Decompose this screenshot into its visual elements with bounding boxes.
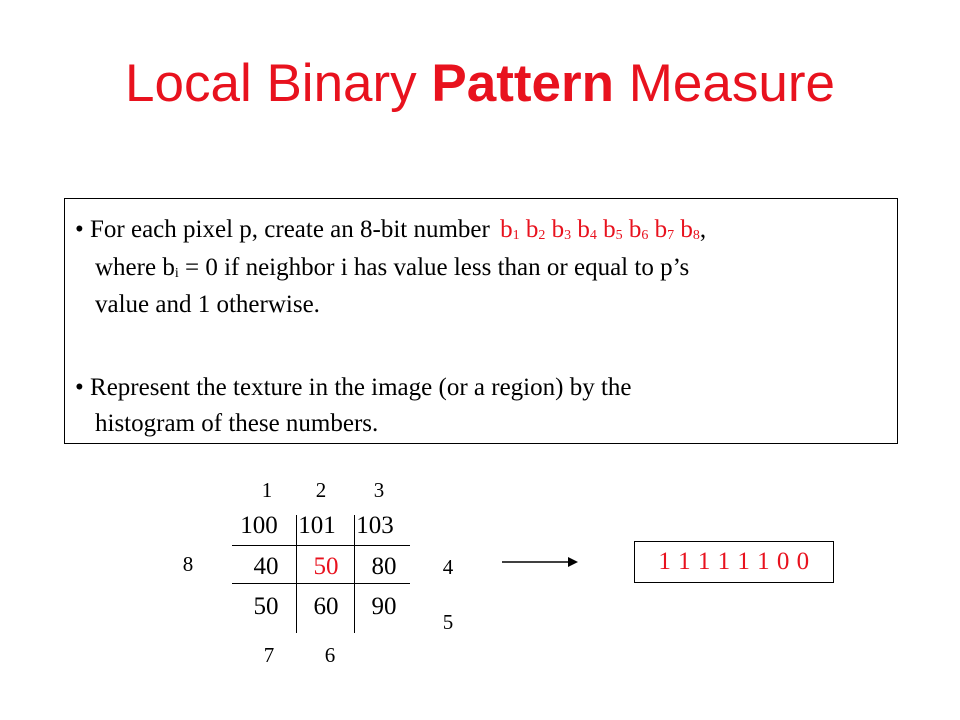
neighbor-label-7: 7 [263, 643, 275, 667]
grid-cell: 80 [371, 553, 397, 580]
bullet-1-line-2: where bi = 0 if neighbor i has value less than or equal to p’s [95, 254, 690, 281]
grid-cell: 103 [356, 512, 394, 539]
binary-result-box: 1 1 1 1 1 1 0 0 [634, 541, 834, 583]
grid-cell: 50 [253, 593, 279, 620]
neighbor-label-4: 4 [442, 555, 454, 579]
neighbor-label-3: 3 [373, 478, 385, 502]
center-pixel: 50 [313, 553, 339, 580]
bullet-2-line-2: histogram of these numbers. [95, 410, 379, 437]
definition-box [64, 198, 898, 444]
bullet-1-line-1: • For each pixel p, create an 8-bit number b1 b2 b3 b4 b5 b6 b7 b8, [75, 216, 707, 243]
grid-cell: 40 [253, 553, 279, 580]
grid-cell: 100 [240, 512, 278, 539]
neighbor-label-2: 2 [315, 478, 327, 502]
neighbor-label-1: 1 [261, 478, 273, 502]
grid-divider [354, 515, 355, 633]
bit-sequence: b1 b2 b3 b4 b5 b6 b7 b8 [500, 216, 700, 243]
grid-cell: 101 [298, 512, 336, 539]
bullet-1-line-3: value and 1 otherwise. [95, 291, 320, 318]
grid-divider [232, 545, 410, 546]
grid-divider [296, 515, 297, 633]
grid-cell: 60 [313, 593, 339, 620]
arrow-right-icon [500, 552, 580, 572]
neighbor-label-6: 6 [324, 643, 336, 667]
bullet-2-line-1: • Represent the texture in the image (or a region) by the [75, 374, 632, 401]
grid-cell: 90 [371, 593, 397, 620]
grid-divider [232, 583, 410, 584]
page-title: Local Binary Pattern Measure [125, 54, 835, 113]
neighbor-label-5: 5 [442, 610, 454, 634]
neighbor-label-8: 8 [182, 552, 194, 576]
